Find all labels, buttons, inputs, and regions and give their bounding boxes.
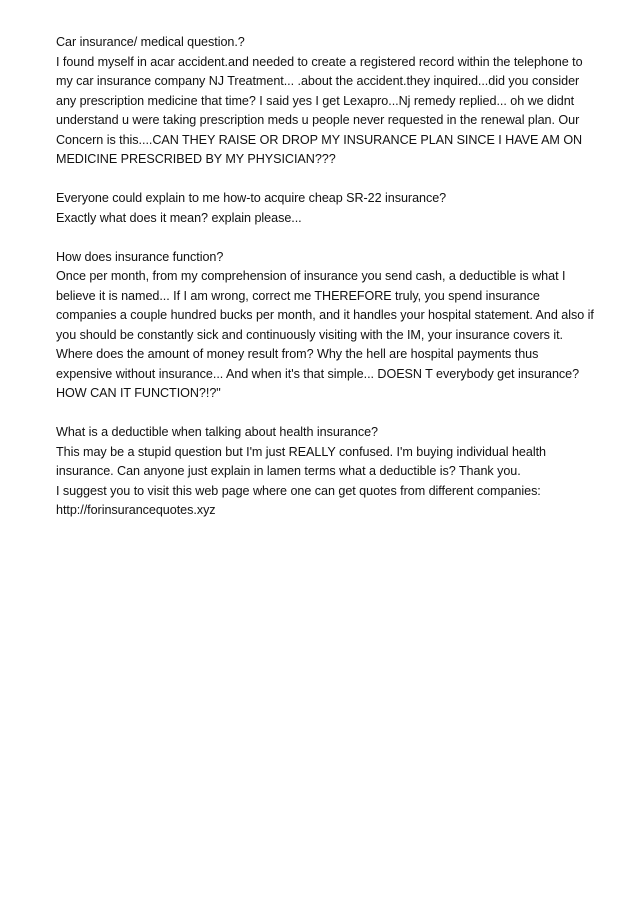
question-title: Everyone could explain to me how-to acquire cheap SR-22 insurance? bbox=[56, 191, 447, 205]
question-body: This may be a stupid question but I'm just REALLY confused. I'm buying individual health insurance. Can anyone just explain in lamen terms what a deductible is? Thank you. bbox=[56, 444, 546, 478]
question-body: I found myself in acar accident.and needed to create a registered record within the telephone to my car insurance company NJ Treatment... .about the accident.they inquired...did you consider any prescription medicine that time? I said yes I get Lexapro...Nj remedy replied... oh we didnt understand u were taking prescription meds u people never requested in the renewal plan. Our Concern is this....CAN THEY RAISE OR DROP MY INSURANCE PLAN SINCE I HAVE AM ON MEDICINE PRESCRIBED BY MY PHYSICIAN??? bbox=[56, 54, 583, 166]
suggestion-text: I suggest you to visit this web page where one can get quotes from different companies: bbox=[56, 483, 541, 498]
question-section bbox=[56, 189, 596, 228]
quotes-link[interactable]: http://forinsurancequotes.xyz bbox=[56, 503, 216, 517]
question-body: Once per month, from my comprehension of insurance you send cash, a deductible is what I believe it is named... If I am wrong, correct me THEREFORE truly, you spend insurance companies a couple hundred bucks per month, and it handles your hospital statement. And also if you should be constantly sick and continuously visiting with the IM, your insurance covers it. Where does the amount of money result from? Why the hell are hospital payments thus expensive without insurance... And when it's that simple... DOESN T everybody get insurance? HOW CAN IT FUNCTION?!?" bbox=[56, 269, 594, 400]
document-content bbox=[56, 33, 596, 540]
question-section bbox=[56, 248, 596, 404]
question-title: What is a deductible when talking about health insurance? bbox=[56, 425, 378, 439]
question-section bbox=[56, 423, 596, 521]
question-title: How does insurance function? bbox=[56, 249, 224, 264]
question-title: Car insurance/ medical question.? bbox=[56, 35, 245, 49]
question-section bbox=[56, 33, 596, 170]
question-body: Exactly what does it mean? explain please... bbox=[56, 210, 302, 225]
